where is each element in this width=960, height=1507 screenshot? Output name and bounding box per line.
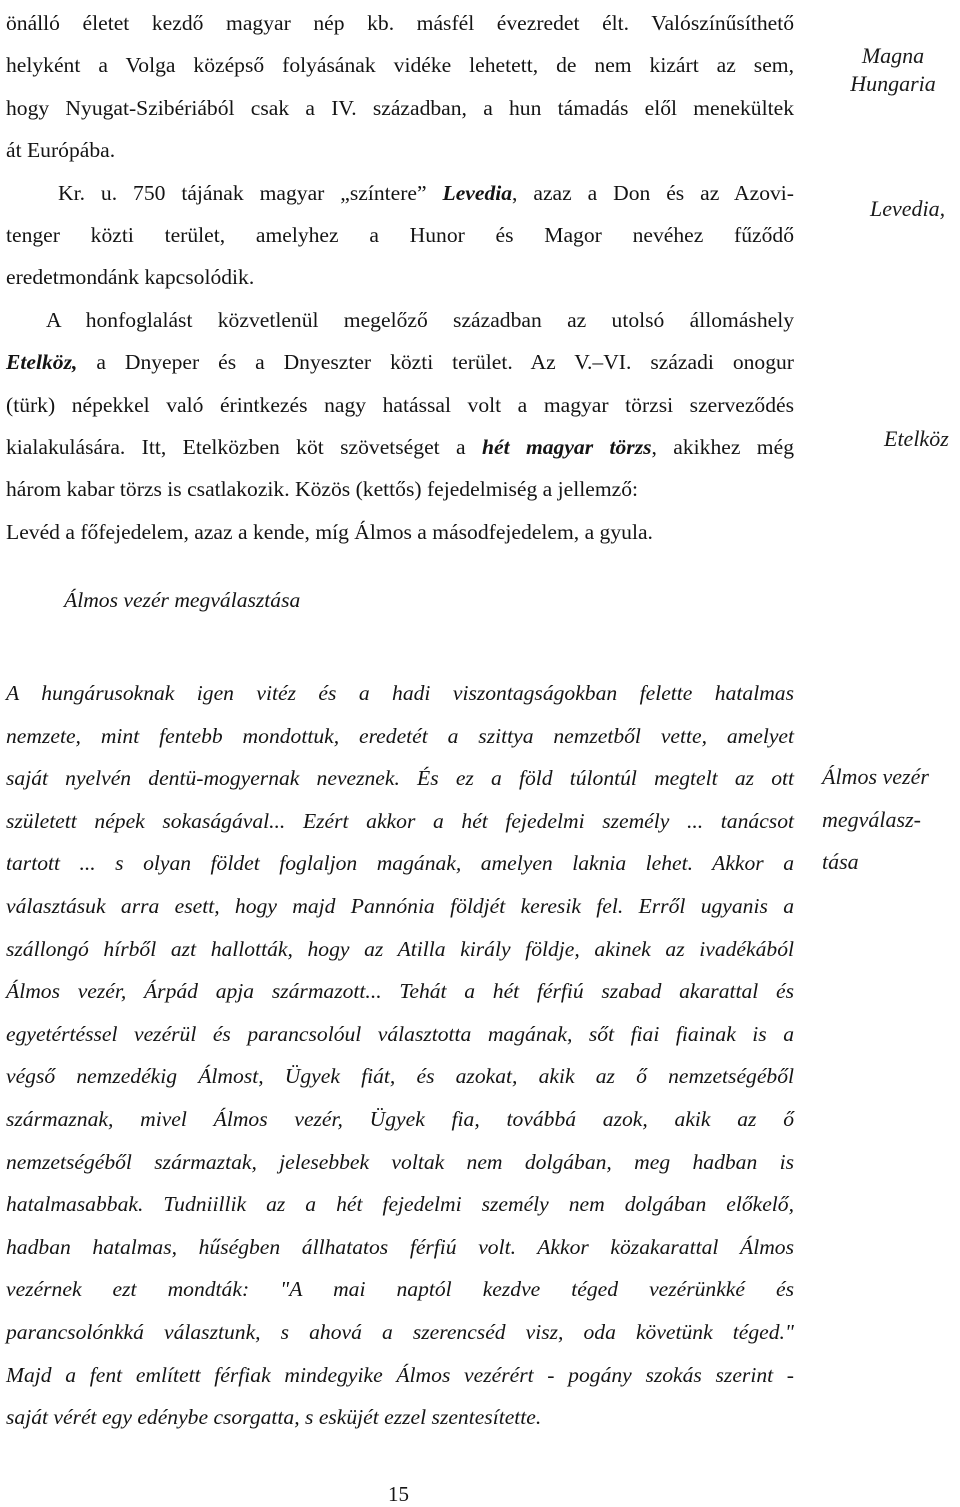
text-line: eredetmondánk kapcsolódik. <box>6 265 255 290</box>
quote-line: született népek sokaságával... Ezért akkor a hét fejedelmi személy ... tanácsot <box>6 808 794 833</box>
quote-line: saját vérét egy edénybe csorgatta, s esküjét ezzel szentesítette. <box>6 1405 542 1430</box>
etelkoz-term: Etelköz, <box>6 350 78 375</box>
quote-line: saját nyelvén dentü-mogyernak neveznek. És ez a föld túlontúl megtelt az ott <box>6 766 794 791</box>
quote-line: végső nemzedékig Álmost, Ügyek fiát, és azokat, akik az ő nemzetségéből <box>6 1064 794 1089</box>
margin-note-etelkoz: Etelköz <box>884 426 949 451</box>
quote-line: hatalmasabbak. Tudniillik az a hét fejedelmi személy nem dolgában előkelő, <box>6 1192 794 1217</box>
margin-note-line: tása <box>822 849 859 875</box>
text-line: (türk) népekkel való érintkezés nagy hatással volt a magyar törzsi szerveződés <box>6 392 794 417</box>
page-number: 15 <box>388 1482 409 1506</box>
margin-note-line: Álmos vezér <box>822 764 929 789</box>
text-line <box>6 341 794 383</box>
text-span: a Dnyeper és a Dnyeszter közti terület. Az V.–VI. századi onogur <box>77 350 794 375</box>
section-heading: Álmos vezér megválasztása <box>64 588 301 612</box>
text-line: önálló életet kezdő magyar nép kb. másfél évezredet élt. Valószínűsíthető <box>6 11 794 35</box>
intro-text <box>6 2 794 553</box>
text-line: tenger közti terület, amelyhez a Hunor és Magor nevéhez fűződő <box>6 223 794 248</box>
quote-line: Majd a fent említett férfiak mindegyike Álmos vezérért - pogány szokás szerint - <box>6 1362 794 1387</box>
seven-tribes-term: hét magyar törzs <box>481 435 652 460</box>
paragraph-etelkoz <box>6 299 794 553</box>
text-line <box>6 426 794 468</box>
levedia-term: Levedia <box>442 180 513 205</box>
margin-note-magna-hungaria <box>833 42 953 98</box>
quote-line: hadban hatalmas, hűségben állhatatos férfiú volt. Akkor közakarattal Álmos <box>6 1234 794 1259</box>
quote-line: vezérnek ezt mondták: "A mai naptól kezdve téged vezérünkké és <box>6 1277 794 1302</box>
quote-line: tartott ... s olyan földet foglaljon magának, amelyen laknia lehet. Akkor a <box>6 851 794 876</box>
margin-note-line: Magna <box>861 43 925 68</box>
text-span: Kr. u. 750 tájának magyar „színtere” <box>58 180 443 205</box>
quote-line: szállongó hírből azt hallották, hogy az Atilla király földje, akinek az ivadékából <box>6 936 794 961</box>
quote-line: A hungárusoknak igen vitéz és a hadi viszontagságokban felette hatalmas <box>6 681 794 705</box>
quote-line: nemzetségéből származtak, jelesebbek voltak nem dolgában, meg hadban is <box>6 1149 794 1174</box>
margin-note-line: Hungaria <box>850 71 936 96</box>
text-line: A honfoglalást közvetlenül megelőző században az utolsó állomáshely <box>46 307 794 332</box>
quote-line: nemzete, mint fentebb mondottuk, eredetét a szittya nemzetből vette, amelyet <box>6 723 794 748</box>
text-line <box>6 172 794 214</box>
quote-line: egyetértéssel vezérül és parancsolóul választotta magának, sőt fiai fiainak is a <box>6 1021 794 1046</box>
text-line: helyként a Volga középső folyásának vidéke lehetett, de nem kizárt az sem, <box>6 53 794 78</box>
text-line: három kabar törzs is csatlakozik. Közös (kettős) fejedelmiség a jellemző: <box>6 477 638 502</box>
text-span: , azaz a Don és az Azovi- <box>512 180 794 205</box>
margin-note-levedia: Levedia, <box>870 196 946 221</box>
quote-block <box>6 672 794 1439</box>
paragraph-levedia <box>6 172 794 299</box>
text-line: Levéd a főfejedelem, azaz a kende, míg Álmos a másodfejedelem, a gyula. <box>6 519 653 544</box>
paragraph-origin <box>6 2 794 172</box>
quote-line: választásuk arra esett, hogy majd Pannónia földjét keresik fel. Erről ugyanis a <box>6 893 794 918</box>
text-span: kialakulására. Itt, Etelközben köt szövetséget a <box>6 435 482 460</box>
margin-note-almos <box>822 756 960 884</box>
text-line: hogy Nyugat-Szibériából csak a IV. században, a hun támadás elől menekültek <box>6 95 794 120</box>
quote-line: parancsolónkká választunk, s ahová a szerencséd visz, oda követünk téged." <box>6 1319 794 1344</box>
text-span: , akikhez még <box>651 435 794 460</box>
margin-note-line: megválasz- <box>822 806 921 832</box>
text-line: át Európába. <box>6 138 116 163</box>
quote-line: származnak, mivel Álmos vezér, Ügyek fia, továbbá azok, akik az ő <box>6 1106 794 1131</box>
quote-line: Álmos vezér, Árpád apja származott... Tehát a hét férfiú szabad akarattal és <box>6 979 794 1004</box>
